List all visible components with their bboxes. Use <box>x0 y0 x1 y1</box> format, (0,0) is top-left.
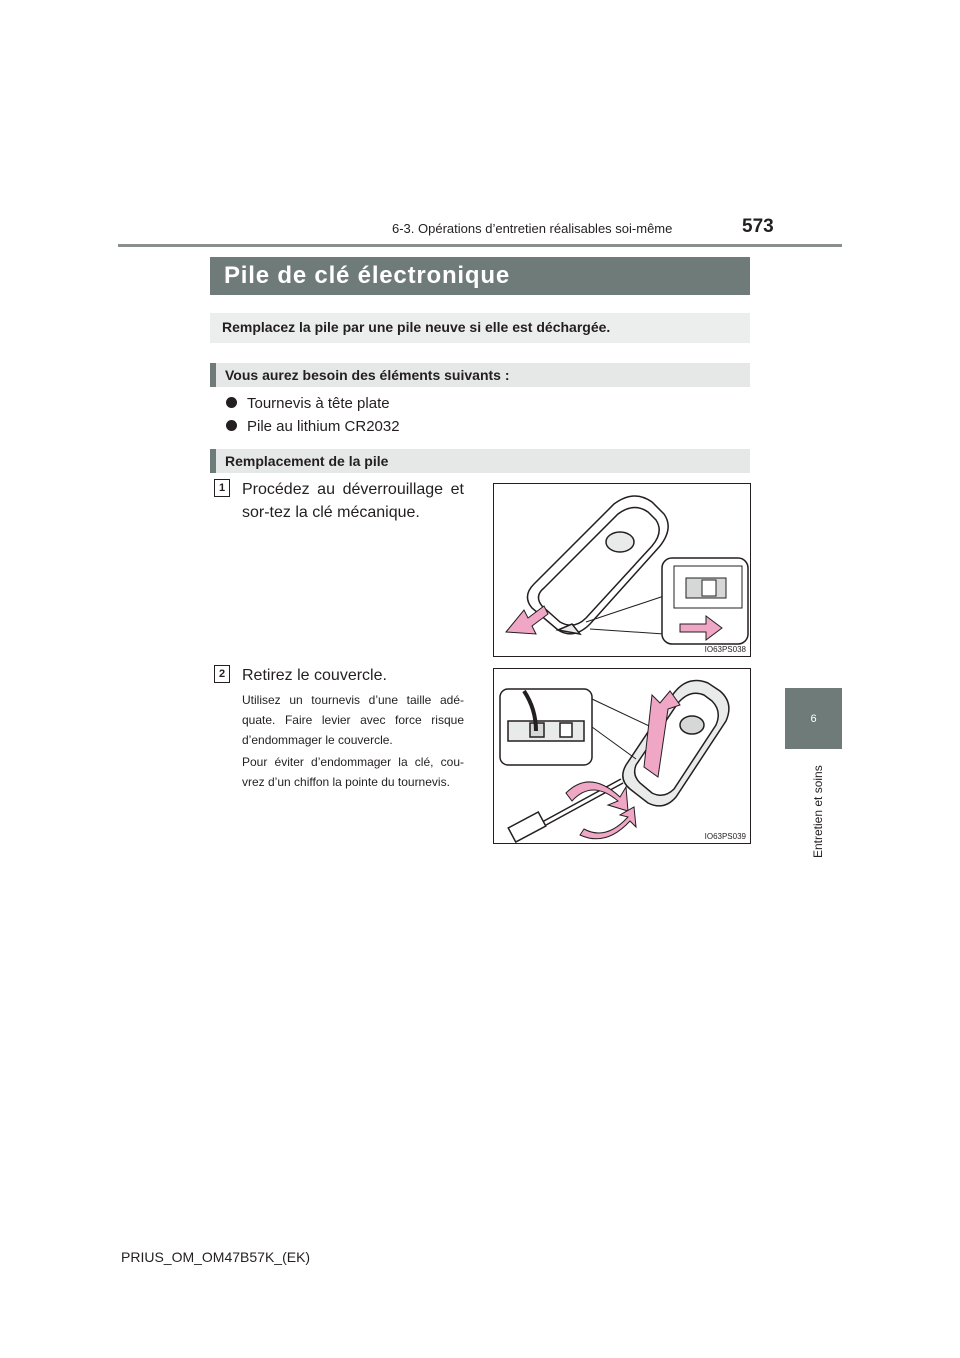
step-text: Retirez le couvercle. <box>242 667 387 684</box>
step-note: Pour éviter d’endommager la clé, cou-vrez d’un chiffon la pointe du tournevis. <box>242 755 464 789</box>
page-title: Pile de clé électronique <box>224 262 510 289</box>
chapter-number: 6 <box>810 713 817 725</box>
list-item <box>226 418 400 435</box>
figure-code: IO63PS039 <box>704 832 746 841</box>
key-illustration <box>494 484 750 656</box>
list-item-text: Pile au lithium CR2032 <box>247 418 400 435</box>
heading-accent <box>210 449 216 473</box>
header-divider <box>118 244 842 247</box>
document-code: PRIUS_OM_OM47B57K_(EK) <box>121 1249 311 1265</box>
list-item-text: Tournevis à tête plate <box>247 395 390 412</box>
replacement-heading-bar <box>210 449 750 473</box>
cover-illustration <box>494 669 750 843</box>
needs-heading-bar <box>210 363 750 387</box>
figure-key-unlock <box>493 483 751 657</box>
section-title: 6-3. Opérations d’entretien réalisables soi-même <box>392 221 673 236</box>
replacement-heading: Remplacement de la pile <box>225 453 389 469</box>
list-item <box>226 395 390 412</box>
intro-text: Remplacez la pile par une pile neuve si elle est déchargée. <box>222 319 611 335</box>
needs-heading: Vous aurez besoin des éléments suivants : <box>225 367 510 383</box>
bullet-icon <box>226 420 237 431</box>
bullet-icon <box>226 397 237 408</box>
page-number: 573 <box>742 216 774 237</box>
step-number: 2 <box>214 665 230 683</box>
step-number: 1 <box>214 479 230 497</box>
step-note: Utilisez un tournevis d’une taille adé-quate. Faire levier avec force risque d’endommager le couvercle. <box>242 693 464 747</box>
chapter-tab-rule <box>785 748 842 749</box>
chapter-label: Entretien et soins <box>811 765 825 858</box>
figure-remove-cover <box>493 668 751 844</box>
title-bar <box>210 257 750 295</box>
heading-accent <box>210 363 216 387</box>
intro-box <box>210 313 750 343</box>
step-text: Procédez au déverrouillage et sor-tez la clé mécanique. <box>242 481 464 521</box>
figure-code: IO63PS038 <box>704 645 746 654</box>
